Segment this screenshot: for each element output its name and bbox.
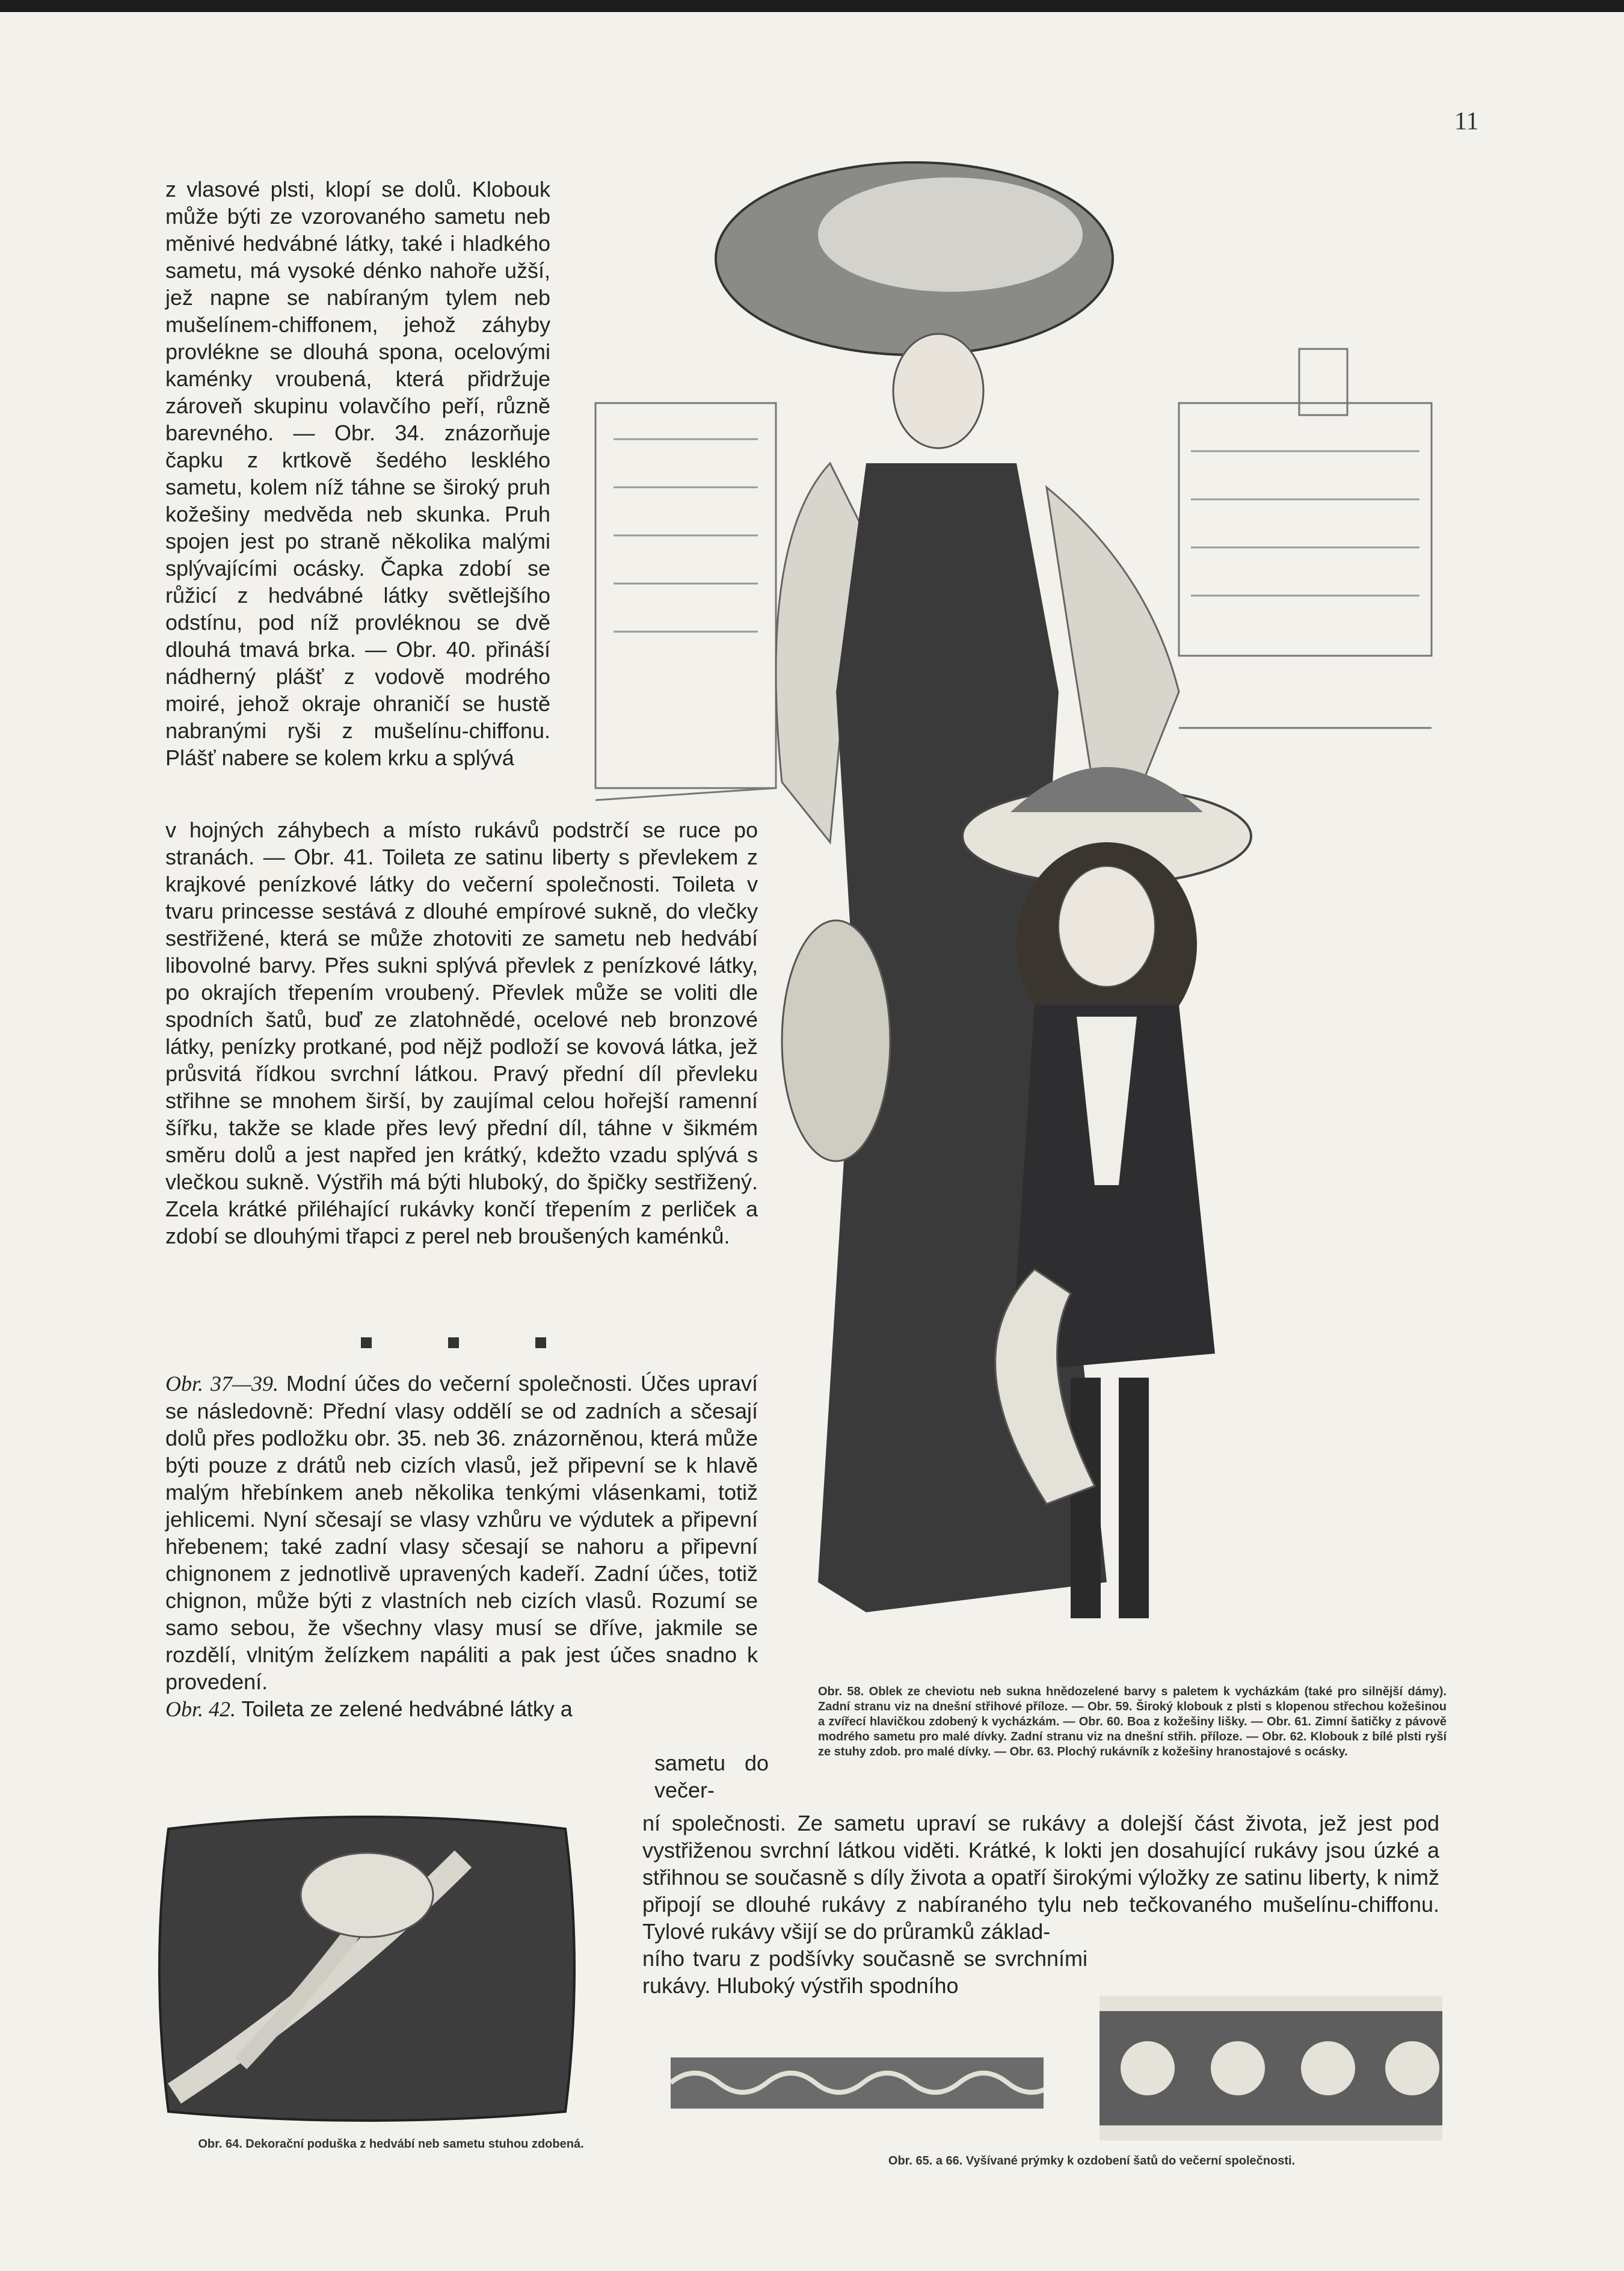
separator-square-1 [361, 1337, 372, 1348]
scan-top-edge [0, 0, 1624, 12]
pillow-illustration [150, 1811, 583, 2130]
paragraph-hats: z vlasové plsti, klopí se dolů. Klobouk může býti ze vzorovaného sametu neb měnivé hedvábné látky, také i hladkého sametu, má vysoké dénko nahoře užší, jež napne se nabíraným tylem neb mušelínem-chiffonem, jehož záhyby provlékne se dlouhá spona, ocelovými kaménky vroubená, která přidržuje zároveň skupinu volavčího peří, různě barevného. — Obr. 34. znázorňuje čapku z krtkově šedého lesklého sametu, kolem níž táhne se široký pruh kožešiny medvěda neb skunka. Pruh spojen jest po straně několika malými splývajícími ocásky. Čapka zdobí se růžicí z hedvábné látky světlejšího odstínu, pod níž provléknou se dvě dlouhá tmavá brka. — Obr. 40. přináší nádherný plášť z vodově modrého moiré, jehož okraje ohraničí se hustě nabranými ryši z mušelínu-chiffonu. Plášť nabere se kolem krku a splývá [165, 177, 550, 770]
embroidered-trim-66 [1100, 1996, 1442, 2140]
caption-obr58-63: Obr. 58. Oblek ze cheviotu neb sukna hnědozelené barvy s paletem k vycházkám (také pro silnější dámy). Zadní stranu viz na dnešní střihové příloze. — Obr. 59. Široký klobouk z plsti s klopenou střechou kožešinou a zvířecí hlavičkou zdobený k vycházkám. — Obr. 60. Boa z kožešiny lišky. — Obr. 61. Zimní šatičky z pávově modrého sametu pro malé dívky. Zadní stranu viz na dnešní střih. příloze. — Obr. 62. Klobouk z bílé plsti ryší ze stuhy zdob. pro malé dívky. — Obr. 63. Plochý rukávník z kožešiny hranostajové s ocásky. [818, 1685, 1447, 1758]
muff [782, 920, 890, 1161]
paragraph-obr42: Obr. 42. Toileta ze zelené hedvábné látky a [165, 1696, 573, 1721]
paragraph-lower: ní společnosti. Ze sametu upraví se rukávy a dolejší část života, jež jest pod vystřiženou svrchní látkou viděti. Krátké, k lokti jen dosahující rukávy jsou úzké a střihnou se současně s díly života a opatří širokými výložky ze satinu liberty, k nimž připojí se dlouhé rukávy z nabíraného tylu neb tečkovaného mušelínu-chiffonu. Tylové rukávy všijí se do průramků základ- [642, 1811, 1439, 1944]
page-number: 11 [1454, 108, 1479, 135]
girl-face [1059, 866, 1155, 987]
figure-ref-42: Obr. 42. [165, 1697, 236, 1721]
column-text-lower-short [642, 1945, 1087, 1999]
column-text-top [165, 176, 550, 771]
column-text-lower [642, 1810, 1439, 1945]
caption-obr64: Obr. 64. Dekorační poduška z hedvábí neb sametu stuhou zdobená. [198, 2137, 584, 2151]
separator-square-2 [448, 1337, 459, 1348]
woman-face [893, 334, 983, 448]
figure-ref-37-39: Obr. 37—39. [165, 1372, 278, 1396]
paragraph-obr37-39: Obr. 37—39. Modní účes do večerní společnosti. Účes upraví se následovně: Přední vlasy oddělí se od zadních a sčesají dolů přes podložku obr. 35. neb 36. znázorněnou, která může býti pouze z drátů neb cizích vlasů, jež připevní se k hlavě malým hřebínkem aneb několika tenkými vlásenkami, totiž jehlicemi. Nyní sčesají se vlasy vzhůru ve výdutek a připevní hřebenem; také zadní vlasy sčesají se nahoru a připevní chignonem z jednotlivě upravených kadeří. Zadní účes, totiž chignon, může býti z vlastních neb cizích vlasů. Rozumí se samo sebou, že všechny vlasy musí se dříve, jakmile se rozdělí, vlnitým želízkem napáliti a pak jest účes snadno k provedení. [165, 1371, 758, 1694]
column-text-hairstyle [165, 1370, 758, 1723]
column-text-obr41 [165, 816, 758, 1250]
embroidered-trim-65 [671, 2057, 1044, 2109]
narrow-continuation: sametu do večer- [654, 1751, 769, 1802]
paragraph-lower-short: ního tvaru z podšívky současně se svrchními rukávy. Hluboký výstřih spodního [642, 1946, 1087, 1998]
paragraph-obr41: v hojných záhybech a místo rukávů podstrčí se ruce po stranách. — Obr. 41. Toileta ze satinu liberty s převlekem z krajkové penízkové látky do večerní společnosti. Toileta v tvaru princesse sestává z dlouhé empírové sukně, do vlečky sestřižené, která se může zhotoviti ze sametu neb hedvábí libovolné barvy. Přes sukni splývá převlek z penízkové látky, po okrajích třepením vroubený. Převlek může se voliti dle spodních šatů, buď ze zlatohnědé, ocelové neb bronzové látky, penízky protkané, pod nějž podloží se kovová látka, jež průsvitá řídkou svrchní látkou. Pravý přední díl převleku střihne se mnohem širší, by zaujímal celou hořejší ramenní šířku, takže se klade přes levý přední díl, táhne v šikmém směru dolů a jest napřed jen krátký, kdežto vzadu splývá s vlečkou sukně. Výstřih má býti hluboký, do špičky sestřižený. Zcela krátké přiléhající rukávky končí třepením z perliček a zdobí se dlouhými třapci z perel neb broušených kaménků. [165, 818, 758, 1248]
caption-obr65-66: Obr. 65. a 66. Vyšívané prýmky k ozdobení šatů do večerní společnosti. [888, 2154, 1296, 2168]
separator-square-3 [535, 1337, 546, 1348]
